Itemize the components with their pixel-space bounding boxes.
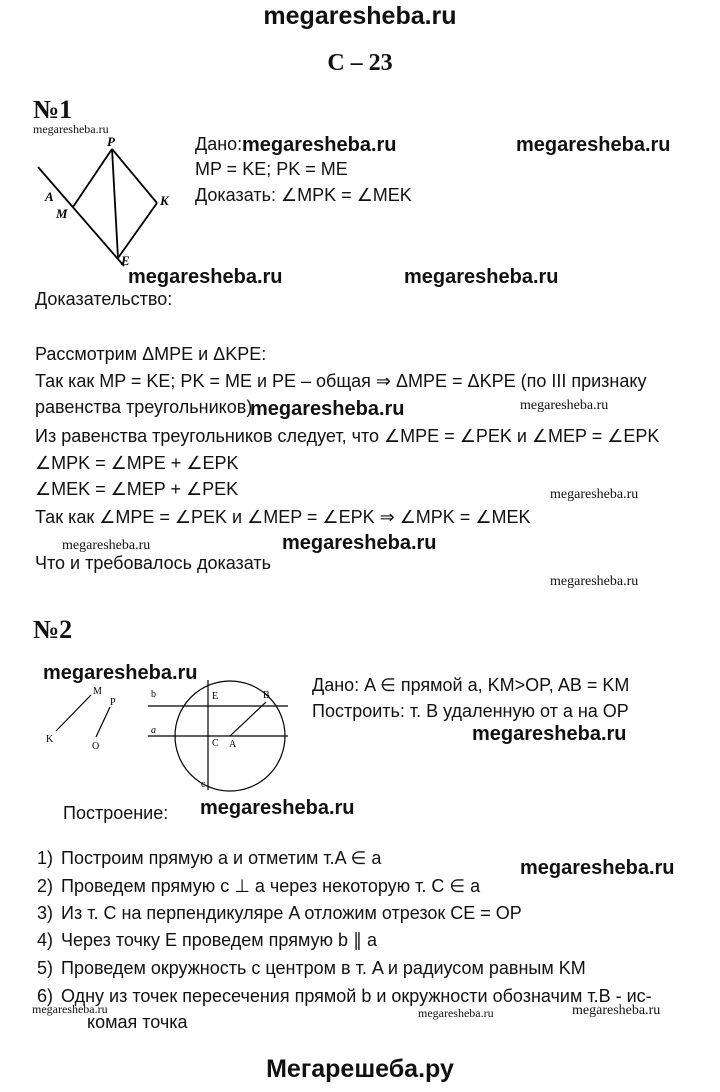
watermark: megaresheba.ru <box>200 797 355 819</box>
watermark-small: megaresheba.ru <box>520 398 609 413</box>
watermark: megaresheba.ru <box>250 398 405 420</box>
watermark-small: megaresheba.ru <box>550 574 639 589</box>
watermark: megaresheba.ru <box>516 134 671 156</box>
label-k: K <box>160 193 169 208</box>
watermark: megaresheba.ru <box>404 266 559 288</box>
construction-step <box>27 903 522 924</box>
proof-line: ∠MEK = ∠MEP + ∠PEK <box>35 479 239 499</box>
construction-title: Построение: <box>63 803 169 823</box>
watermark-small: megaresheba.ru <box>33 122 109 136</box>
label-a: A <box>229 739 237 750</box>
construct-text: Построить: т. B удаленную от a на OP <box>312 701 629 721</box>
watermark-small: megaresheba.ru <box>550 487 639 502</box>
label-e: E <box>212 691 219 702</box>
given-label: Дано: <box>195 134 243 154</box>
label-p: P <box>107 134 115 149</box>
label-c: C <box>212 738 219 749</box>
step-text: Через точку E проведем прямую b ∥ a <box>61 930 378 950</box>
construction-step <box>27 958 586 979</box>
construction-step-continued: комая точка <box>87 1012 188 1032</box>
proof-line: Что и требовалось доказать <box>35 553 272 573</box>
proof-title: Доказательство: <box>35 289 173 309</box>
watermark: megaresheba.ru <box>128 266 283 288</box>
given-text: Дано: A ∈ прямой a, KM>OP, AB = KM <box>312 675 630 695</box>
watermark: megaresheba.ru <box>43 662 198 684</box>
given-text: MP = KE; PK = ME <box>195 159 348 179</box>
proof-line: Так как ∠MPE = ∠PEK и ∠MEP = ∠EPK ⇒ ∠MPK = ∠MEK <box>35 507 531 527</box>
proof-line: ∠MPK = ∠MPE + ∠EPK <box>35 453 239 473</box>
label-b: B <box>263 690 270 701</box>
site-header: megaresheba.ru <box>263 2 457 30</box>
label-a: A <box>45 189 54 204</box>
problem-1-number: №1 <box>33 95 73 124</box>
label-p: P <box>110 697 116 708</box>
watermark: megaresheba.ru <box>242 134 397 156</box>
step-text: Одну из точек пересечения прямой b и окружности обозначим т.B - ис- <box>61 986 652 1006</box>
segment-km <box>56 695 91 731</box>
proof-line: Из равенства треугольников следует, что ∠MPE = ∠PEK и ∠MEP = ∠EPK <box>35 426 660 446</box>
watermark: megaresheba.ru <box>472 723 627 745</box>
construction-step <box>27 986 652 1007</box>
watermark-small: megaresheba.ru <box>62 538 151 553</box>
step-number: 2) <box>36 876 53 896</box>
label-e: E <box>121 253 130 268</box>
section-title: С – 23 <box>327 50 393 76</box>
step-number: 3) <box>36 903 53 923</box>
prove-text: Доказать: ∠MPK = ∠MEK <box>195 185 412 205</box>
label-a-line: a <box>151 725 156 736</box>
step-number: 1) <box>36 848 53 868</box>
construction-step <box>27 876 480 897</box>
watermark-small: megaresheba.ru <box>32 1002 108 1016</box>
construction-step <box>27 930 377 951</box>
label-m: M <box>56 206 68 221</box>
proof-line: Так как MP = KE; PK = ME и PE – общая ⇒ ΔMPE = ΔKPE (по III признаку <box>35 371 647 391</box>
step-text: Проведем прямую c ⊥ a через некоторую т. C ∈ a <box>61 876 481 896</box>
watermark-small: megaresheba.ru <box>418 1006 494 1020</box>
step-number: 5) <box>36 958 53 978</box>
label-o: O <box>92 741 100 752</box>
proof-line: равенства треугольников) <box>35 397 253 417</box>
construction-step <box>27 848 381 869</box>
watermark-small: megaresheba.ru <box>572 1003 661 1018</box>
step-number: 6) <box>36 986 53 1006</box>
segment-op <box>96 707 110 737</box>
watermark: megaresheba.ru <box>520 857 675 879</box>
step-number: 4) <box>36 930 53 950</box>
proof-line: Рассмотрим ΔMPE и ΔKPE: <box>35 344 267 364</box>
step-text: Построим прямую a и отметим т.A ∈ a <box>61 848 382 868</box>
segment-ab <box>230 702 266 736</box>
watermark: megaresheba.ru <box>282 532 437 554</box>
problem-2-number: №2 <box>33 615 73 644</box>
label-k: K <box>46 734 54 745</box>
label-c-line: c <box>201 779 206 790</box>
step-text: Из т. C на перпендикуляре A отложим отрезок CE = OP <box>61 903 522 923</box>
label-m: M <box>93 686 102 697</box>
label-b-line: b <box>151 689 156 700</box>
step-text: Проведем окружность с центром в т. A и радиусом равным KM <box>61 958 586 978</box>
site-footer: Мегарешеба.ру <box>266 1055 454 1083</box>
